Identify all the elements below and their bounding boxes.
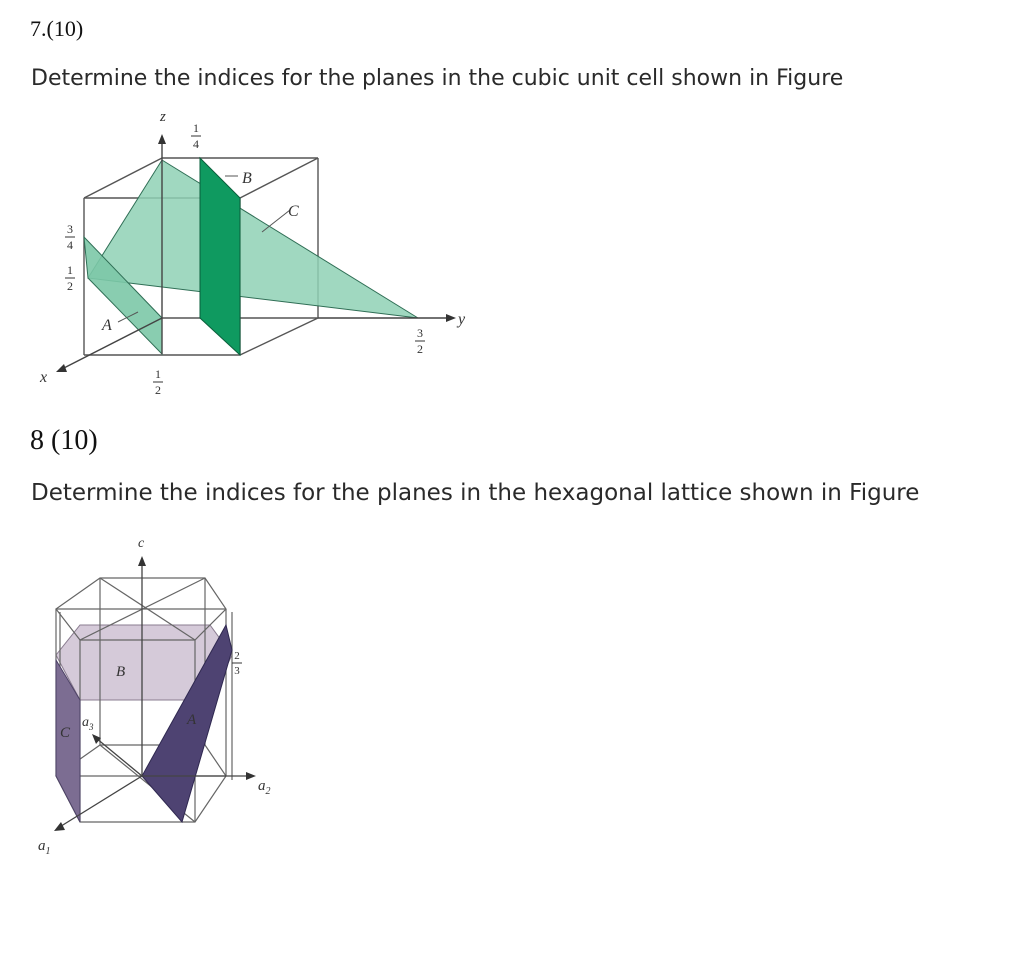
question-8-number: 8 (10) xyxy=(30,425,98,456)
z-axis-label: z xyxy=(160,109,166,125)
fraction-left-upper-denominator: 4 xyxy=(67,238,73,252)
a3-sub: 3 xyxy=(89,722,94,732)
y-axis-label: y xyxy=(458,311,466,328)
a1-sub: 1 xyxy=(45,846,51,857)
fraction-denominator: 3 xyxy=(234,665,240,677)
a2-main: a xyxy=(258,778,266,794)
a1-axis-label xyxy=(38,838,51,857)
question-8-prompt: Determine the indices for the planes in the hexagonal lattice shown in Figure xyxy=(31,480,920,506)
fraction-top-denominator: 4 xyxy=(193,137,199,151)
fraction-numerator: 2 xyxy=(234,650,240,662)
plane-a-label: A xyxy=(187,712,197,728)
fraction-bottom-numerator: 1 xyxy=(155,367,161,381)
plane-a-label: A xyxy=(102,317,112,334)
a2-axis-label xyxy=(258,778,271,797)
plane-b-label: B xyxy=(242,170,252,187)
fraction-left-lower-numerator: 1 xyxy=(67,263,73,277)
fraction-left-lower-denominator: 2 xyxy=(67,279,73,293)
fraction-bottom-denominator: 2 xyxy=(155,383,161,397)
question-7-prompt: Determine the indices for the planes in the cubic unit cell shown in Figure xyxy=(31,66,844,91)
fraction-right-numerator: 3 xyxy=(417,326,423,340)
plane-c-label: C xyxy=(288,203,299,220)
plane-c-label: C xyxy=(60,725,71,741)
a2-sub: 2 xyxy=(265,786,271,797)
x-axis-label: x xyxy=(40,369,48,386)
c-axis-label: c xyxy=(138,536,145,551)
a1-main: a xyxy=(38,838,46,854)
a3-main: a xyxy=(82,715,89,730)
a3-axis-label xyxy=(82,715,94,732)
fraction-left-upper-numerator: 3 xyxy=(67,222,73,236)
fraction-top-numerator: 1 xyxy=(193,121,199,135)
plane-b-label: B xyxy=(116,664,126,680)
fraction-right-denominator: 2 xyxy=(417,342,423,356)
fraction-two-thirds xyxy=(232,650,242,677)
question-7-number: 7.(10) xyxy=(30,16,84,41)
